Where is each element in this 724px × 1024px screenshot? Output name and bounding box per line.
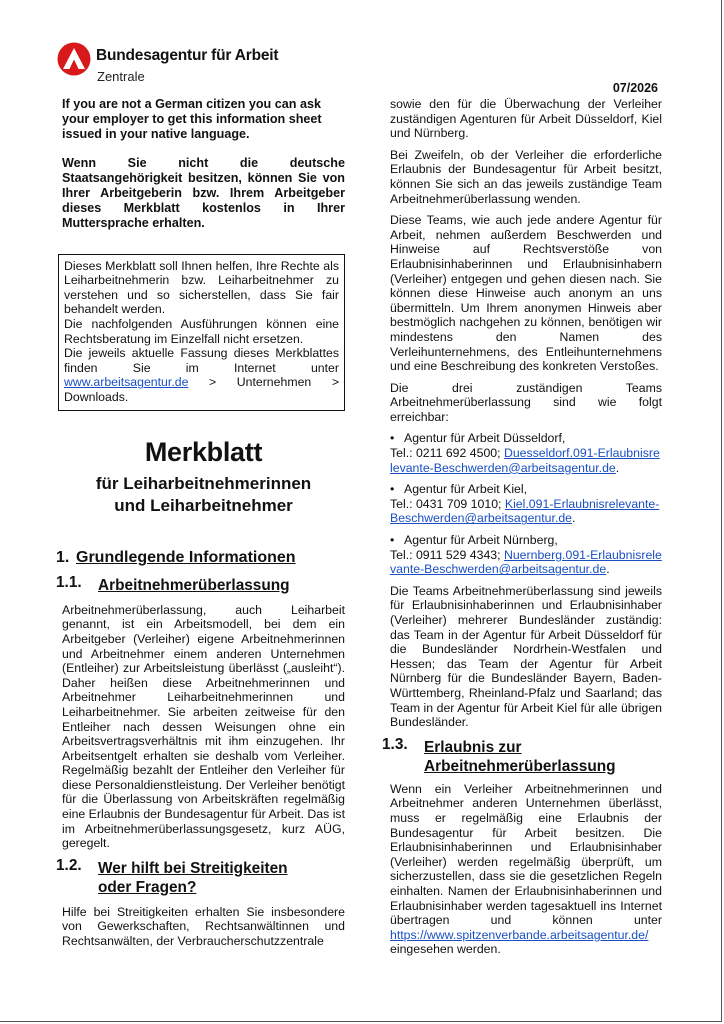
contact-duesseldorf: • Agentur für Arbeit Düsseldorf, Tel.: 0211 692 4500; Duesseldorf.091-Erlaubnisrelevante-Beschwerden@arbeitsagentur.de. [390, 431, 660, 475]
intro-german: Wenn Sie nicht die deutsche Staatsangehörigkeit besitzen, können Sie von Ihrer Arbeitgeberin bzw. Ihrem Arbeitgeber dieses Merkblatt kostenlos in Ihrer Muttersprache erhalten. [62, 155, 345, 231]
left-column [56, 97, 345, 949]
contact-nuernberg: • Agentur für Arbeit Nürnberg, Tel.: 0911 529 4343; Nuernberg.091-Erlaubnisrelevante-Beschwerden@arbeitsagentur.de. [390, 533, 662, 577]
right-paragraph-5: Die Teams Arbeitnehmerüberlassung sind jeweils für Erlaubnisinhaberinnen und Erlaubnisinhaber (Verleiher) mehrerer Bundesländer zuständig: das Team in der Agentur für Arbeit Düsseldorf für die Bundesländer Nordrhein-Westfalen und Hessen; das Team der Agentur für Arbeit Nürnberg für die Bundesländer Bayern, Baden-Württemberg, Rheinland-Pfalz und Saarland; das Team in der Agentur für Arbeit Kiel für alle übrigen Bundesländer. [390, 583, 662, 730]
organization-subtitle: Zentrale [97, 69, 145, 84]
right-paragraph-3: Diese Teams, wie auch jede andere Agentur für Arbeit, nehmen außerdem Beschwerden und Hinweise auf Rechtsverstöße von Erlaubnisinhaberinnen und Erlaubnisinhabern (Verleiher) entgegen und gehen diesen nach. Sie können diese Hinweise auch anonym an uns übermitteln. Um Ihrem anonymen Hinweis aber bestmöglich nachgehen zu können, benötigen wir mindestens den Namen des Verleihunternehmens, des Entleihunternehmens und eine Beschreibung des konkreten Verstoßes. [390, 213, 662, 374]
nuernberg-email-link[interactable]: Nuernberg.091-Erlaubnisrelevante-Beschwerden@arbeitsagentur.de [390, 547, 662, 577]
document-subtitle: für Leiharbeitnehmerinnen und Leiharbeitnehmer [95, 474, 312, 516]
section-1-1-heading: 1.1. Arbeitnehmerüberlassung [56, 573, 290, 594]
info-box-text-2: Die nachfolgenden Ausführungen können eine Rechtsberatung im Einzelfall nicht ersetzen. [64, 317, 339, 346]
spitzenverbaende-link[interactable]: https://www.spitzenverbande.arbeitsagentur.de/ [390, 927, 649, 942]
ba-logo-icon [57, 42, 91, 76]
info-box [58, 254, 345, 411]
document-date: 07/2026 [612, 81, 658, 95]
document-title: Merkblatt [144, 436, 263, 467]
organization-name: Bundesagentur für Arbeit [96, 47, 279, 64]
section-1-1-text: Arbeitnehmerüberlassung, auch Leiharbeit genannt, ist ein Arbeitsmodell, bei dem ein Arbeitgeber (Verleiher) eigene Arbeitnehmerinnen und Arbeitnehmer einem anderen Unternehmen (Entleiher) zur Arbeitsleistung überlässt („ausleiht“). Daher heißen diese Arbeitnehmerinnen und Arbeitnehmer Leiharbeitnehmerinnen und Leiharbeitnehmer. Sie arbeiten zeitweise für den Entleiher nach dessen Weisungen ohne ein Arbeitsvertragsverhältnis mit ihm einzugehen. Ihr Arbeitsentgelt erhalten sie deshalb vom Verleiher. Regelmäßig bezahlt der Entleiher den Verleiher für diese Personaldienstleistung. Der Verleiher benötigt für die Überlassung von Arbeitskräften regelmäßig eine Erlaubnis der Bundesagentur für Arbeit. Das ist im Arbeitnehmerüberlassungsgesetz, kurz AÜG, geregelt. [62, 602, 345, 851]
section-1-3-text: Wenn ein Verleiher Arbeitnehmerinnen und Arbeitnehmer anderen Unternehmen überlässt, muss er regelmäßig eine Erlaubnis der Bundesagentur für Arbeit besitzen. Die Erlaubnisinhaberinnen und Erlaubnisinhaber (Verleiher) werden regelmäßig überprüft, um sicherzustellen, dass sie die gesetzlichen Regeln einhalten. Namen der Erlaubnisinhaberinnen und Erlaubnisinhaber werden tagesaktuell ins Internet übertragen und können unter https://www.spitzenverbande.arbeitsagentur.de/ eingesehen werden. [390, 781, 662, 957]
kiel-email-link[interactable]: Kiel.091-Erlaubnisrelevante-Beschwerden@arbeitsagentur.de [390, 496, 660, 526]
section-1-2-text: Hilfe bei Streitigkeiten erhalten Sie insbesondere von Gewerkschaften, Rechtsanwältinnen und Rechtsanwälten, der Verbraucherschutzzentrale [62, 904, 345, 949]
info-box-text-3: Die jeweils aktuelle Fassung dieses Merkblattes finden Sie im Internet unter www.arbeitsagentur.de > Unternehmen > Downloads. [64, 346, 339, 404]
right-paragraph-1: sowie den für die Überwachung der Verleiher zuständigen Agenturen für Arbeit Düsseldorf, Kiel und Nürnberg. [390, 97, 662, 141]
contact-kiel: • Agentur für Arbeit Kiel, Tel.: 0431 709 1010; Kiel.091-Erlaubnisrelevante-Beschwerden@arbeitsagentur.de. [390, 482, 660, 526]
right-paragraph-2: Bei Zweifeln, ob der Verleiher die erforderliche Erlaubnis der Bundesagentur für Arbeit besitzt, können Sie sich an das jeweils zuständige Team Arbeitnehmerüberlassung wenden. [390, 147, 662, 206]
arbeitsagentur-link[interactable]: www.arbeitsagentur.de [64, 375, 189, 390]
section-1-heading: 1. Grundlegende Informationen [56, 549, 296, 567]
intro-english: If you are not a German citizen you can ask your employer to get this information sheet issued in your native language. [62, 97, 322, 142]
section-1-3-heading: 1.3. Erlaubnis zur Arbeitnehmerüberlassung [382, 735, 616, 775]
right-paragraph-4: Die drei zuständigen Teams Arbeitnehmerüberlassung sind wie folgt erreichbar: [390, 380, 662, 424]
right-column [382, 97, 662, 964]
section-1-2-heading: 1.2. Wer hilft bei Streitigkeiten oder Fragen? [56, 856, 288, 896]
duesseldorf-email-link[interactable]: Duesseldorf.091-Erlaubnisrelevante-Beschwerden@arbeitsagentur.de [390, 446, 660, 475]
info-box-text-1: Dieses Merkblatt soll Ihnen helfen, Ihre Rechte als Leiharbeitnehmerin bzw. Leiharbeitnehmer zu verstehen und so sicherstellen, dass Sie fair behandelt werden. [64, 258, 339, 317]
